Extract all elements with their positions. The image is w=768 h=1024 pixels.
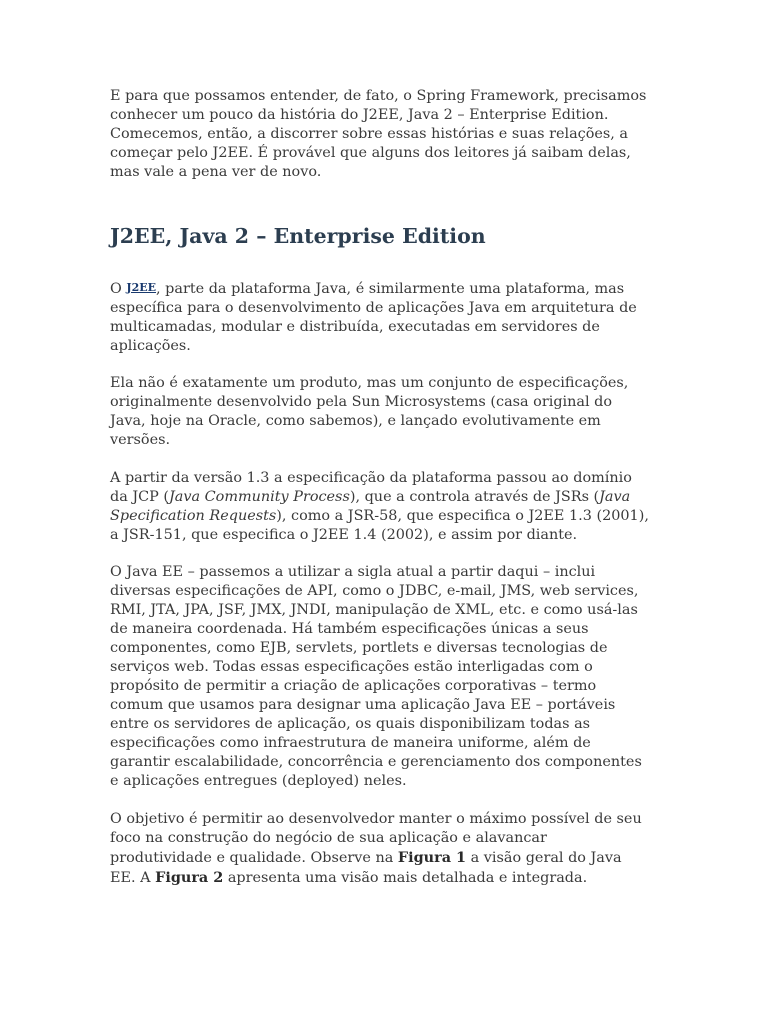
p3-text-b: ), que a controla através de JSRs ( (349, 489, 600, 505)
paragraph-specifications: Ela não é exatamente um produto, mas um conjunto de especificações, originalmente desenvolvido pela Sun Microsystems (casa original do Java, hoje na Oracle, como sabemos), e lançado evolutivamente em versões. (110, 375, 629, 448)
p5-text-c: apresenta uma visão mais detalhada e integrada. (223, 870, 588, 886)
p1-text-after: , parte da plataforma Java, é similarmente uma plataforma, mas específica para o desenvolvimento de aplicações Java em arquitetura de multicamadas, modular e distribuída, executadas em servidores de aplicações. (110, 281, 637, 354)
section-heading: J2EE, Java 2 – Enterprise Edition (110, 224, 486, 248)
p5-text-b: a visão geral do Java EE. A (110, 850, 622, 886)
p3-text-a: A partir da versão 1.3 a especificação da plataforma passou ao domínio da JCP ( (110, 470, 632, 505)
figure-1-reference: Figura 1 (397, 849, 467, 866)
article-body (110, 84, 650, 888)
p1-text-before: O (110, 281, 127, 297)
p5-text-a: O objetivo é permitir ao desenvolvedor manter o máximo possível de seu foco na construção do negócio de sua aplicação e alavancar produtividade e qualidade. Observe na (110, 811, 642, 866)
p3-text-c: ), como a JSR-58, que especifica o J2EE 1.3 (2001), a JSR-151, que especifica o J2EE 1.4 (2002), e assim por diante. (110, 508, 649, 543)
figure-2-reference: Figura 2 (155, 869, 224, 886)
intro-paragraph: E para que possamos entender, de fato, o Spring Framework, precisamos conhecer um pouco da história do J2EE, Java 2 – Enterprise Edition. Comecemos, então, a discorrer sobre essas histórias e suas relações, a começar pelo J2EE. É provável que alguns dos leitores já saibam delas, mas vale a pena ver de novo. (110, 88, 647, 180)
paragraph-objective (110, 810, 650, 888)
j2ee-link[interactable]: J2EE (126, 281, 157, 294)
jsr-term: Java Specification Requests (110, 489, 631, 524)
paragraph-jcp (110, 469, 650, 545)
paragraph-j2ee-definition (110, 278, 650, 356)
jcp-term: Java Community Process (169, 489, 350, 505)
paragraph-java-ee-apis: O Java EE – passemos a utilizar a sigla atual a partir daqui – inclui diversas especificações de API, como o JDBC, e-mail, JMS, web services, RMI, JTA, JPA, JSF, JMX, JNDI, manipulação de XML, etc. e como usá-las de maneira coordenada. Há também especificações únicas a seus componentes, como EJB, servlets, portlets e diversas tecnologias de serviços web. Todas essas especificações estão interligadas com o propósito de permitir a criação de aplicações corporativas – termo comum que usamos para designar uma aplicação Java EE – portáveis entre os servidores de aplicação, os quais disponibilizam todas as especificações como infraestrutura de maneira uniforme, além de garantir escalabilidade, concorrência e gerenciamento dos componentes e aplicações entregues (deployed) neles. (110, 564, 642, 789)
